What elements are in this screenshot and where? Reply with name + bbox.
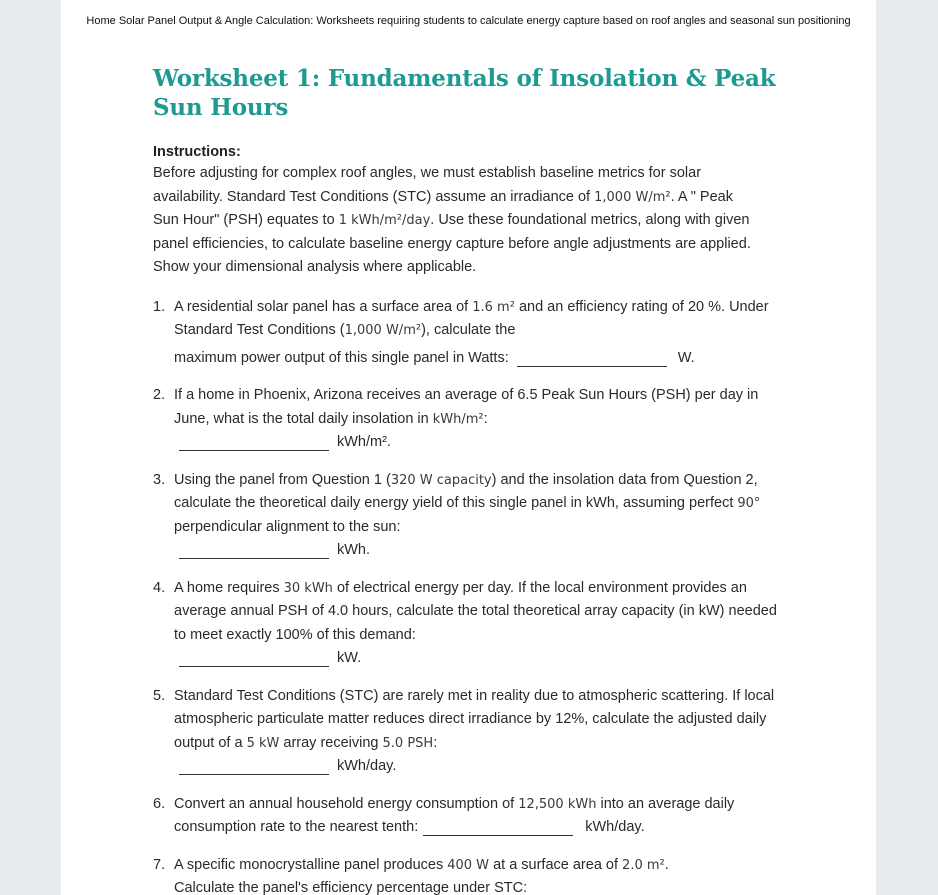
question-value: 2.0 m² — [622, 857, 665, 873]
instructions-text — [153, 162, 758, 280]
question-value: 5 kW — [246, 735, 280, 751]
worksheet-content — [153, 64, 778, 895]
question-text: . — [664, 856, 669, 873]
question-6 — [153, 793, 778, 840]
question-text: of electrical energy per day. If the local environment provides an average annual PSH of 4.0 hours, calculate the total theoretical array capacity (in kW) needed to meet exactly 100% of this demand: — [174, 579, 777, 643]
question-value: kWh/m² — [432, 411, 484, 427]
question-value: 30 kWh — [283, 580, 333, 596]
answer-blank[interactable] — [179, 650, 329, 667]
question-text: A residential solar panel has a surface area of — [174, 298, 473, 315]
question-value: 400 W — [447, 857, 490, 873]
instructions-label: Instructions: — [153, 144, 241, 160]
answer-unit: kWh/day. — [585, 819, 645, 835]
worksheet-page — [61, 0, 876, 895]
question-text: at a surface area of — [489, 856, 623, 873]
question-text: Using the panel from Question 1 ( — [174, 471, 391, 488]
question-text: perpendicular alignment to the sun: — [174, 518, 401, 535]
answer-line — [174, 431, 778, 455]
question-7 — [153, 854, 778, 895]
question-list — [153, 296, 778, 895]
question-3 — [153, 469, 778, 563]
answer-unit: kWh/m². — [337, 434, 391, 450]
question-text: array receiving — [279, 734, 383, 751]
question-value: 1,000 W/m² — [344, 323, 422, 338]
question-value: 12,500 kWh — [518, 796, 597, 812]
question-number: 2. — [153, 387, 166, 403]
question-number: 6. — [153, 795, 166, 812]
question-value: 1.6 m² — [472, 299, 515, 315]
question-text: maximum power output of this single panel in Watts: — [174, 349, 509, 366]
answer-unit: kW. — [337, 650, 362, 666]
question-text: into an average daily consumption rate to the nearest tenth: — [174, 795, 735, 835]
document-header: Home Solar Panel Output & Angle Calculation: Worksheets requiring students to calculate energy capture based on roof angles and seasonal sun positioning — [86, 15, 851, 27]
answer-unit: W. — [677, 349, 695, 366]
question-2 — [153, 384, 778, 455]
instructions-value: 1,000 W/m² — [594, 189, 671, 205]
instructions-part: Before adjusting for complex roof angles, we must establish baseline metrics for solar availability. Standard Test Conditions (STC) assume an irradiance of — [153, 165, 702, 205]
question-value: 90° — [737, 496, 761, 511]
instructions-part: . A " Peak Sun Hour" (PSH) equates to — [153, 188, 733, 228]
question-value: 5.0 PSH — [382, 735, 434, 751]
worksheet-title: Worksheet 1: Fundamentals of Insolation & Peak Sun Hours — [153, 65, 776, 121]
question-text: If a home in Phoenix, Arizona receives an average of 6.5 Peak Sun Hours (PSH) per day in June, what is the total daily insolation in — [174, 387, 759, 427]
question-text: ), calculate the — [421, 322, 516, 338]
question-value: 320 W capacity — [390, 472, 492, 488]
question-text: Calculate the panel's efficiency percentage under STC: — [174, 880, 528, 895]
question-number: 4. — [153, 579, 166, 596]
question-1 — [153, 296, 778, 371]
answer-unit: kWh. — [337, 542, 371, 558]
answer-line — [174, 647, 778, 671]
answer-line — [174, 539, 778, 563]
answer-blank[interactable] — [517, 350, 667, 367]
answer-unit: kWh/day. — [337, 758, 397, 774]
question-text: : — [483, 410, 488, 427]
question-number: 7. — [153, 856, 166, 873]
question-number: 3. — [153, 471, 166, 488]
question-number: 5. — [153, 687, 166, 704]
answer-blank[interactable] — [179, 758, 329, 775]
question-text: and an efficiency rating of 20 %. Under Standard Test Conditions ( — [174, 298, 769, 338]
question-number: 1. — [153, 298, 166, 315]
question-text: Convert an annual household energy consumption of — [174, 795, 519, 812]
question-text: A home requires — [174, 579, 284, 596]
instructions-part: . Use these foundational metrics, along with given panel efficiencies, to calculate baseline energy capture before angle adjustments are applied. Show your dimensional analysis where applicable. — [153, 212, 751, 275]
question-4 — [153, 577, 778, 671]
question-text: A specific monocrystalline panel produces — [174, 856, 448, 873]
answer-blank[interactable] — [179, 434, 329, 451]
instructions-value: 1 kWh/m²/day — [338, 213, 431, 228]
answer-blank[interactable] — [179, 542, 329, 559]
question-5 — [153, 685, 778, 779]
question-text: Standard Test Conditions (STC) are rarely met in reality due to atmospheric scattering. If local atmospheric particulate matter reduces direct irradiance by 12%, calculate the adjusted daily output of a — [174, 687, 775, 751]
answer-line — [174, 755, 778, 779]
question-text: ) and the insolation data from Question 2, calculate the theoretical daily energy yield of this single panel in kWh, assuming perfect — [174, 471, 758, 511]
answer-blank[interactable] — [423, 819, 573, 836]
question-text: : — [433, 734, 438, 751]
